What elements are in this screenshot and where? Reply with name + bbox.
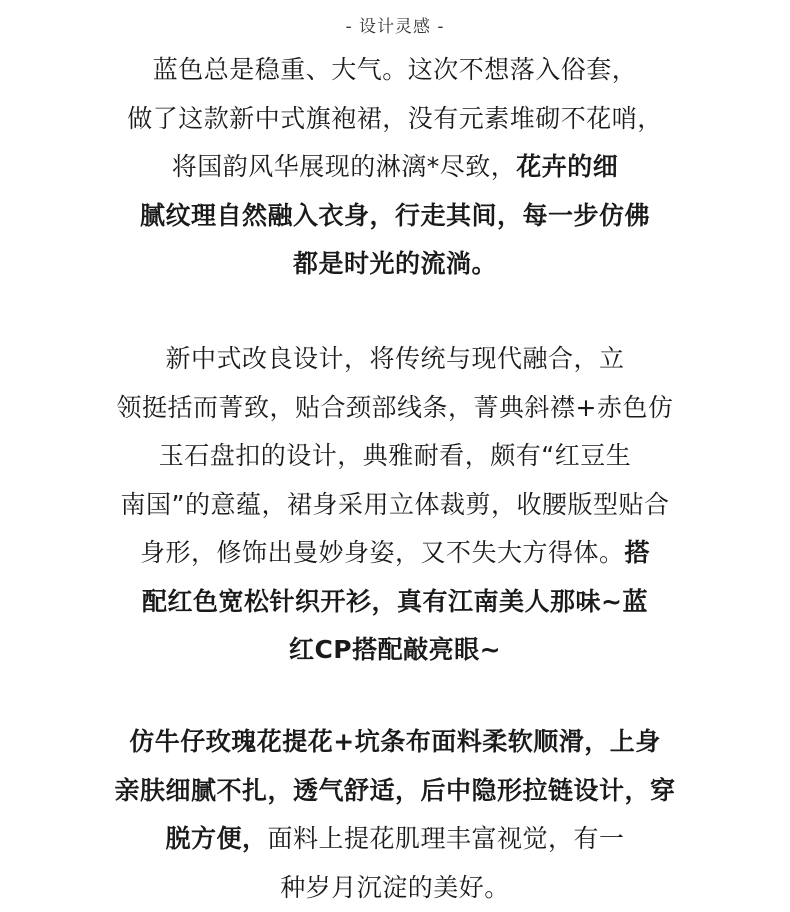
text-bold: 配红色宽松针织开衫，真有江南美人那味~蓝 — [142, 587, 648, 616]
text-bold: 亲肤细腻不扎，透气舒适，后中隐形拉链设计，穿 — [114, 776, 675, 805]
paragraph-fabric — [0, 718, 790, 912]
text-line — [0, 95, 790, 144]
text-line — [0, 626, 790, 675]
text-bold: 搭 — [625, 538, 651, 567]
text-normal: 玉石盘扣的设计，典雅耐看，颇有“红豆生 — [159, 441, 631, 470]
text-line — [0, 335, 790, 384]
text-bold: 花卉的细 — [516, 152, 618, 181]
text-line — [0, 240, 790, 289]
text-line — [0, 384, 790, 433]
text-normal: 新中式改良设计，将传统与现代融合，立 — [165, 344, 624, 373]
text-bold: 脱方便， — [165, 824, 267, 853]
text-normal: 种岁月沉淀的美好。 — [280, 873, 510, 902]
text-normal: 身形，修饰出曼妙身姿，又不失大方得体。 — [140, 538, 625, 567]
text-line — [0, 815, 790, 864]
text-line — [0, 767, 790, 816]
paragraph-design-inspiration — [0, 46, 790, 289]
text-bold: 红CP搭配敲亮眼~ — [289, 635, 501, 664]
text-line — [0, 192, 790, 241]
text-line — [0, 578, 790, 627]
text-bold: 仿牛仔玫瑰花提花+坑条布面料柔软顺滑，上身 — [129, 727, 660, 756]
text-bold: 腻纹理自然融入衣身，行走其间，每一步仿佛 — [140, 201, 650, 230]
text-normal: 南国”的意蕴，裙身采用立体裁剪，收腰版型贴合 — [121, 490, 670, 519]
text-line — [0, 143, 790, 192]
text-normal: 做了这款新中式旗袍裙，没有元素堆砌不花哨， — [127, 104, 663, 133]
text-line — [0, 718, 790, 767]
paragraph-design-details — [0, 335, 790, 675]
text-normal: 蓝色总是稳重、大气。这次不想落入俗套， — [153, 55, 638, 84]
text-line — [0, 529, 790, 578]
text-line — [0, 46, 790, 95]
text-bold: 都是时光的流淌。 — [293, 249, 497, 278]
text-line — [0, 864, 790, 912]
text-line — [0, 432, 790, 481]
text-line — [0, 481, 790, 530]
section-header: - 设计灵感 - — [0, 12, 790, 37]
text-normal: 领挺括而菁致，贴合颈部线条，菁典斜襟+赤色仿 — [117, 393, 674, 422]
text-normal: 将国韵风华展现的淋漓*尽致， — [172, 152, 517, 181]
text-normal: 面料上提花肌理丰富视觉，有一 — [268, 824, 625, 853]
